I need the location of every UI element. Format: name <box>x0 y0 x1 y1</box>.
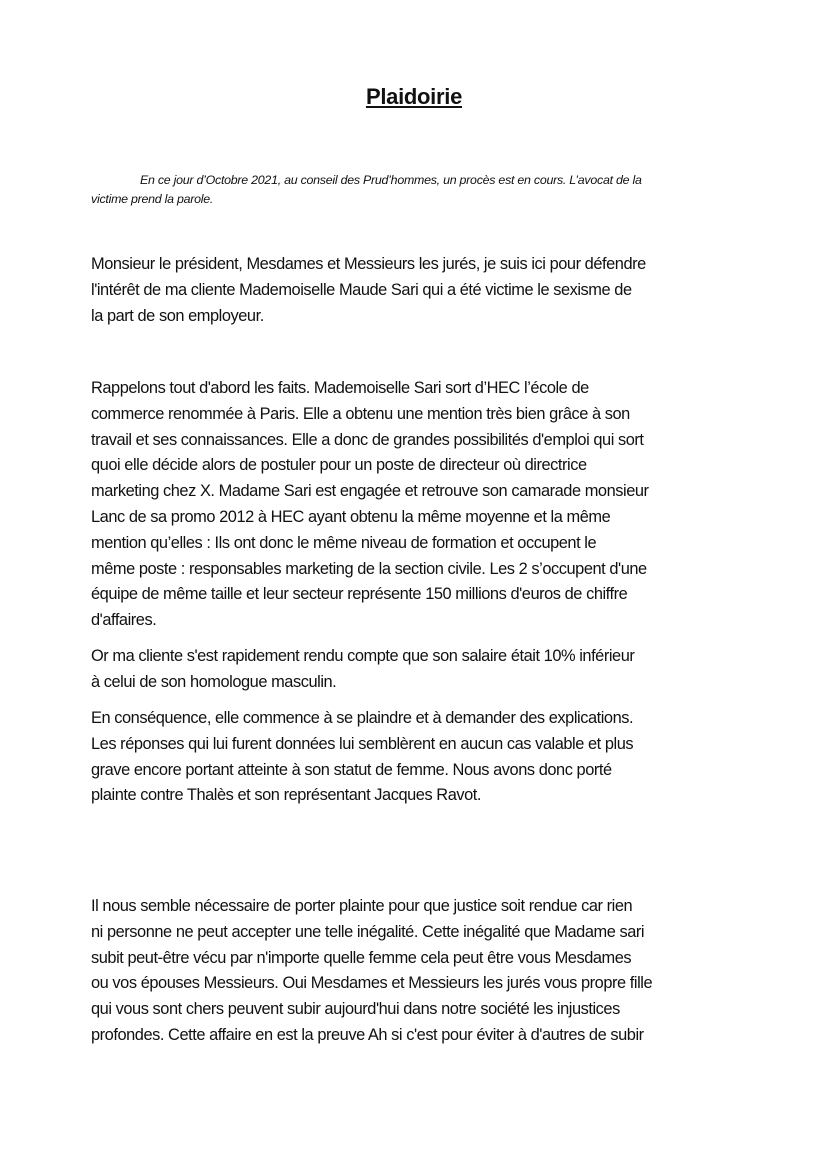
paragraph-opening <box>91 252 646 329</box>
text-line: commerce renommée à Paris. Elle a obtenu une mention très bien grâce à son <box>91 404 630 423</box>
intro-line: En ce jour d’Octobre 2021, au conseil des Prud’hommes, un procès est en cours. L’avocat de la <box>140 173 642 187</box>
text-line: mention qu’elles : Ils ont donc le même niveau de formation et occupent le <box>91 533 597 552</box>
text-line: profondes. Cette affaire en est la preuve Ah si c'est pour éviter à d'autres de subir <box>91 1025 644 1044</box>
text-line: Il nous semble nécessaire de porter plainte pour que justice soit rendue car rien <box>91 897 633 915</box>
text-line: équipe de même taille et leur secteur représente 150 millions d'euros de chiffre <box>91 585 628 604</box>
text-line: même poste : responsables marketing de la section civile. Les 2 s’occupent d'une <box>91 559 647 578</box>
text-line: subit peut-être vécu par n'importe quelle femme cela peut être vous Mesdames <box>91 948 632 967</box>
text-line: En conséquence, elle commence à se plaindre et à demander des explications. <box>91 709 634 727</box>
text-line: Lanc de sa promo 2012 à HEC ayant obtenu la même moyenne et la même <box>91 507 611 526</box>
text-line: travail et ses connaissances. Elle a donc de grandes possibilités d'emploi qui sort <box>91 430 644 449</box>
text-line: Rappelons tout d'abord les faits. Mademoiselle Sari sort d’HEC l’école de <box>91 379 589 397</box>
text-line: l'intérêt de ma cliente Mademoiselle Maude Sari qui a été victime le sexisme de <box>91 280 632 299</box>
text-line: marketing chez X. Madame Sari est engagée et retrouve son camarade monsieur <box>91 482 649 501</box>
text-line: ni personne ne peut accepter une telle inégalité. Cette inégalité que Madame sari <box>91 922 645 941</box>
text-line: Les réponses qui lui furent données lui semblèrent en aucun cas valable et plus <box>91 734 634 753</box>
text-line: qui vous sont chers peuvent subir aujourd'hui dans notre société les injustices <box>91 1000 620 1019</box>
paragraph-justice <box>91 894 652 1049</box>
paragraph-salary <box>91 644 634 696</box>
paragraph-complaint <box>91 706 633 809</box>
text-line: quoi elle décide alors de postuler pour un poste de directeur où directrice <box>91 456 587 475</box>
document-title: Plaidoirie <box>365 84 463 109</box>
text-line: ou vos épouses Messieurs. Oui Mesdames et Messieurs les jurés vous propre fille <box>91 974 653 993</box>
paragraph-facts <box>91 376 649 634</box>
text-line: à celui de son homologue masculin. <box>91 672 337 691</box>
text-line: grave encore portant atteinte à son statut de femme. Nous avons donc porté <box>91 760 612 779</box>
intro-paragraph <box>91 171 642 208</box>
intro-line: victime prend la parole. <box>91 191 214 206</box>
text-line: Or ma cliente s'est rapidement rendu compte que son salaire était 10% inférieur <box>91 647 635 665</box>
text-line: la part de son employeur. <box>91 306 264 325</box>
text-line: plainte contre Thalès et son représentant Jacques Ravot. <box>91 786 481 805</box>
text-line: d'affaires. <box>91 611 157 630</box>
text-line: Monsieur le président, Mesdames et Messieurs les jurés, je suis ici pour défendre <box>91 255 646 273</box>
